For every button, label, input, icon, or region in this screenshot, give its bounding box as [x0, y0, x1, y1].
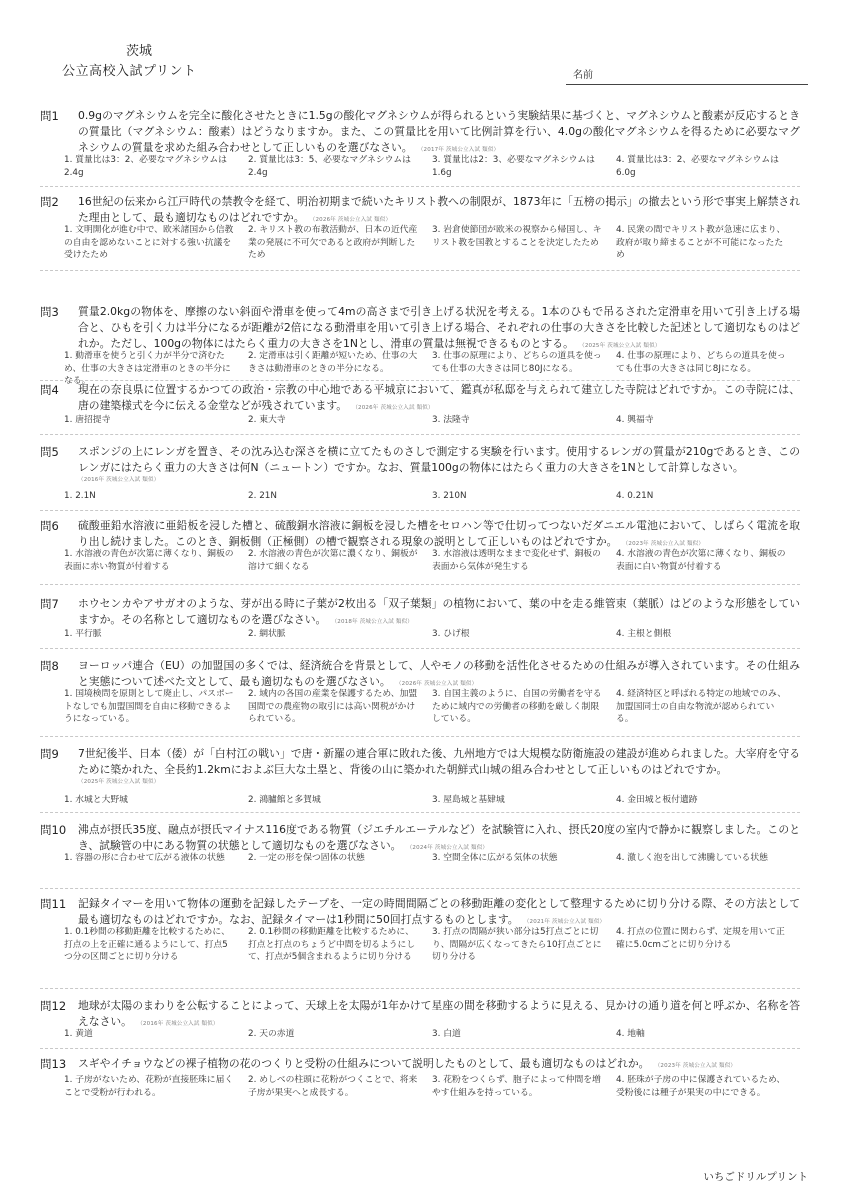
option-4[interactable]: 4. 打点の位置に関わらず、定規を用いて正確に5.0cmごとに切り分ける	[616, 927, 785, 950]
question-number: 問10	[40, 823, 67, 837]
option-3[interactable]: 3. 屋島城と基肄城	[432, 795, 505, 805]
option-4[interactable]: 4. 金田城と板付遺跡	[616, 795, 698, 805]
option-2[interactable]: 2. 水溶液の青色が次第に濃くなり、銅板が溶けて細くなる	[248, 549, 418, 572]
option-3[interactable]: 3. 水溶液は透明なままで変化せず、銅板の表面から気体が発生する	[432, 549, 601, 572]
option-1[interactable]: 1. 唐招提寺	[64, 415, 111, 425]
question-body: 沸点が摂氏35度、融点が摂氏マイナス116度である物質（ジエチルエーテルなど）を試験管に入れ、摂氏20度の室内で静かに観察しました。このとき、試験管の中にある物質の状態として適切なものを選びなさい。	[78, 823, 800, 852]
option-3[interactable]: 3. 打点の間隔が狭い部分は5打点ごとに切り、間隔が広くなってきたら10打点ごとに切り分ける	[432, 927, 602, 962]
question-text	[78, 304, 800, 354]
source-note: （2025年 茨城公立入試 類似）	[78, 779, 160, 785]
question-body: 硫酸亜鉛水溶液に亜鉛板を浸した槽と、硫酸銅水溶液に銅板を浸した槽をセロハン等で仕切ってつないだダニエル電池において、しばらく電流を取り出し続けました。このとき、銅板側（正極側）の槽で観察される現象の説明として正しいものはどれですか。	[78, 519, 800, 548]
divider	[40, 736, 800, 737]
divider	[40, 584, 800, 585]
source-note: （2016年 茨城公立入試 類似）	[78, 477, 160, 483]
question-number: 問7	[40, 597, 59, 611]
option-1[interactable]: 1. 水城と大野城	[64, 795, 128, 805]
options-row	[64, 1028, 800, 1041]
options-row	[64, 852, 800, 865]
question-body: 16世紀の伝来から江戸時代の禁教令を経て、明治初期まで続いたキリスト教への制限が、1873年に「五榜の掲示」の撤去という形で事実上解禁された理由として、最も適切なものはどれですか。	[78, 195, 800, 224]
question-number: 問2	[40, 195, 59, 209]
option-4[interactable]: 4. 激しく泡を出して沸騰している状態	[616, 853, 768, 863]
option-2[interactable]: 2. 0.1秒間の移動距離を比較するために、打点と打点のちょうど中間を切るようにして、打点が5個含まれるように切り分ける	[248, 927, 416, 962]
question-text	[78, 1056, 800, 1074]
page-title: 公立高校入試プリント	[62, 64, 197, 79]
question-number: 問3	[40, 305, 59, 319]
question-body: 0.9gのマグネシウムを完全に酸化させたときに1.5gの酸化マグネシウムが得られるという実験結果に基づくと、マグネシウムと酸素が反応するときの質量比（マグネシウム：酸素）はどうなりますか。また、この質量比を用いて比例計算を行い、4.0gの酸化マグネシウムを得るために必要なマグネシウムの質量を求めた組み合わせとして正しいものを選びなさい。	[78, 109, 800, 154]
question-body: 記録タイマーを用いて物体の運動を記録したテープを、一定の時間間隔ごとの移動距離の変化として整理するために切り分ける際、その方法として最も適切なものはどれですか。なお、記録タイマーは1秒間に50回打点するものとします。	[78, 897, 800, 926]
option-2[interactable]: 2. 東大寺	[248, 415, 286, 425]
option-4[interactable]: 4. 経済特区と呼ばれる特定の地域でのみ、加盟国同士の自由な物流が認められている。	[616, 689, 787, 724]
divider	[40, 186, 800, 187]
question-text	[78, 746, 800, 787]
question-text	[78, 896, 800, 930]
source-note: （2025年 茨城公立入試 類似）	[581, 343, 661, 349]
question-text	[78, 998, 800, 1032]
option-2[interactable]: 2. 域内の各国の産業を保護するため、加盟国間での農産物の取引には高い関税がかけられている。	[248, 689, 418, 724]
option-4[interactable]: 4. 胚珠が子房の中に保護されているため、受粉後には種子が果実の中にできる。	[616, 1075, 786, 1098]
divider	[40, 510, 800, 511]
option-3[interactable]: 3. 白道	[432, 1029, 461, 1039]
source-note: （2018年 茨城公立入試 類似）	[334, 619, 413, 625]
option-2[interactable]: 2. 鴻臚館と多賀城	[248, 795, 321, 805]
options-row	[64, 628, 800, 641]
option-4[interactable]: 4. 興福寺	[616, 415, 654, 425]
question-text	[78, 518, 800, 552]
divider	[40, 434, 800, 435]
question-number: 問12	[40, 999, 67, 1013]
option-4[interactable]: 4. 質量比は3：2、必要なマグネシウムは6.0g	[616, 155, 779, 178]
option-3[interactable]: 3. ひげ根	[432, 629, 470, 639]
option-2[interactable]: 2. めしべの柱頭に花粉がつくことで、将来子房が果実へと成長する。	[248, 1075, 418, 1098]
option-3[interactable]: 3. 法隆寺	[432, 415, 470, 425]
option-4[interactable]: 4. 水溶液の青色が次第に薄くなり、銅板の表面に白い物質が付着する	[616, 549, 786, 572]
option-1[interactable]: 1. 平行脈	[64, 629, 102, 639]
question-body: ホウセンカやアサガオのような、芽が出る時に子葉が2枚出る「双子葉類」の植物において、葉の中を走る維管束（葉脈）はどのような形態をしていますか。その名称として適切なものを選びなさい。	[78, 597, 800, 626]
option-2[interactable]: 2. 一定の形を保つ固体の状態	[248, 853, 365, 863]
option-4[interactable]: 4. 主根と側根	[616, 629, 672, 639]
option-2[interactable]: 2. キリスト教の布教活動が、日本の近代産業の発展に不可欠であると政府が判断したため	[248, 225, 418, 260]
divider	[40, 888, 800, 889]
option-3[interactable]: 3. 花粉をつくらず、胞子によって仲間を増やす仕組みを持っている。	[432, 1075, 601, 1098]
option-2[interactable]: 2. 網状脈	[248, 629, 286, 639]
option-2[interactable]: 2. 質量比は3：5、必要なマグネシウムは2.4g	[248, 155, 411, 178]
page-header	[0, 0, 848, 100]
option-1[interactable]: 1. 黄道	[64, 1029, 93, 1039]
question-text	[78, 194, 800, 228]
options-row	[64, 224, 800, 262]
source-note: （2026年 茨城公立入試 類似）	[355, 405, 434, 411]
options-row	[64, 794, 800, 807]
question-number: 問5	[40, 445, 59, 459]
option-1[interactable]: 1. 国境検問を原則として廃止し、パスポートなしでも加盟国間を自由に移動できるようになっている。	[64, 689, 234, 724]
options-row	[64, 1074, 800, 1099]
option-4[interactable]: 4. 民衆の間でキリスト教が急速に広まり、政府が取り締まることが不可能になったため	[616, 225, 786, 260]
options-row	[64, 490, 800, 503]
question-text	[78, 444, 800, 485]
question-text	[78, 822, 800, 856]
question-body: 地球が太陽のまわりを公転することによって、天球上を太陽が1年かけて星座の間を移動するように見える、見かけの通り道を何と呼ぶか、名称を答えなさい。	[78, 999, 800, 1028]
option-4[interactable]: 4. 0.21N	[616, 491, 654, 501]
question-text	[78, 382, 800, 416]
name-field-line[interactable]	[566, 84, 808, 85]
source-note: （2017年 茨城公立入試 類似）	[420, 147, 500, 153]
question-number: 問4	[40, 383, 59, 397]
option-4[interactable]: 4. 仕事の原理により、どちらの道具を使っても仕事の大きさは同じ8Jになる。	[616, 351, 786, 374]
options-row	[64, 926, 800, 964]
question-body: 7世紀後半、日本（倭）が「白村江の戦い」で唐・新羅の連合軍に敗れた後、九州地方では大規模な防衛施設の建設が進められました。大宰府を守るために築かれた、全長約1.2kmにおよぶ巨大な土塁と、背後の山に築かれた朝鮮式山城の組み合わせとして正しいものはどれですか。	[78, 747, 800, 776]
option-1[interactable]: 1. 動滑車を使うと引く力が半分で済むため、仕事の大きさは定滑車のときの半分になる。	[64, 351, 231, 386]
options-row	[64, 548, 800, 573]
divider	[40, 1048, 800, 1049]
question-body: スポンジの上にレンガを置き、その沈み込む深さを横に立てたものさしで測定する実験を行います。使用するレンガの質量が210gであるとき、このレンガにはたらく重力の大きさは何N（ニュートン）ですか。なお、質量100gの物体にはたらく重力の大きさを1Nとして計算しなさい。	[78, 445, 800, 474]
source-note: （2026年 茨城公立入試 類似）	[398, 681, 478, 687]
question-number: 問1	[40, 109, 59, 123]
question-number: 問13	[40, 1057, 67, 1071]
option-1[interactable]: 1. 文明開化が進む中で、欧米諸国から信教の自由を認めないことに対する強い抗議を受けたため	[64, 225, 234, 260]
divider	[40, 380, 800, 381]
name-label: 名前	[573, 70, 593, 81]
option-1[interactable]: 1. 容器の形に合わせて広がる液体の状態	[64, 853, 225, 863]
divider	[40, 648, 800, 649]
option-1[interactable]: 1. 質量比は3：2、必要なマグネシウムは2.4g	[64, 155, 227, 178]
question-text	[78, 596, 800, 630]
source-note: （2023年 茨城公立入試 類似）	[625, 541, 705, 547]
source-note: （2016年 茨城公立入試 類似）	[139, 1021, 219, 1027]
divider	[40, 988, 800, 989]
question-body: 質量2.0kgの物体を、摩擦のない斜面や滑車を使って4mの高さまで引き上げる状況を考える。1本のひもで吊るされた定滑車を用いて引き上げる場合と、ひもを引く力は半分になるが距離が2倍になる動滑車を用いて引き上げる場合、それぞれの仕事の大きさを比較した記述として適切なものはどれか。ただし、100gの物体にはたらく重力の大きさを1Nとし、滑車の質量は無視できるものとする。	[78, 305, 800, 350]
option-2[interactable]: 2. 定滑車は引く距離が短いため、仕事の大きさは動滑車のときの半分になる。	[248, 351, 418, 374]
question-body: スギやイチョウなどの裸子植物の花のつくりと受粉の仕組みについて説明したものとして、最も適切なものはどれか。	[78, 1057, 650, 1070]
option-3[interactable]: 3. 空間全体に広がる気体の状態	[432, 853, 558, 863]
option-2[interactable]: 2. 21N	[248, 491, 277, 501]
options-row	[64, 688, 800, 726]
question-body: ヨーロッパ連合（EU）の加盟国の多くでは、経済統合を背景として、人やモノの移動を活性化させるための仕組みが導入されています。その仕組みと実態について述べた文として、最も適切なものを選びなさい。	[78, 659, 800, 688]
source-note: （2023年 茨城公立入試 類似）	[657, 1063, 737, 1069]
option-4[interactable]: 4. 地軸	[616, 1029, 645, 1039]
question-number: 問6	[40, 519, 59, 533]
question-number: 問8	[40, 659, 59, 673]
option-3[interactable]: 3. 210N	[432, 491, 467, 501]
option-3[interactable]: 3. 質量比は2：3、必要なマグネシウムは1.6g	[432, 155, 595, 178]
source-note: （2021年 茨城公立入試 類似）	[526, 919, 606, 925]
option-1[interactable]: 1. 0.1秒間の移動距離を比較するために、打点の上を正確に通るようにして、打点5つ分の区間ごとに切り分ける	[64, 927, 230, 962]
divider	[40, 812, 800, 813]
divider	[40, 270, 800, 271]
footer-brand: いちごドリルプリント	[703, 1171, 808, 1183]
option-3[interactable]: 3. 仕事の原理により、どちらの道具を使っても仕事の大きさは同じ80Jになる。	[432, 351, 602, 374]
option-1[interactable]: 1. 2.1N	[64, 491, 96, 501]
option-1[interactable]: 1. 水溶液の青色が次第に薄くなり、銅板の表面に赤い物質が付着する	[64, 549, 234, 572]
option-1[interactable]: 1. 子房がないため、花粉が直接胚珠に届くことで受粉が行われる。	[64, 1075, 234, 1098]
options-row	[64, 414, 800, 427]
question-body: 現在の奈良県に位置するかつての政治・宗教の中心地である平城京において、鑑真が私邸を与えられて建立した寺院はどれですか。この寺院には、唐の建築様式を今に伝える金堂などが残されています。	[78, 383, 800, 412]
option-3[interactable]: 3. 岩倉使節団が欧米の視察から帰国し、キリスト教を国教とすることを決定したため	[432, 225, 602, 248]
option-3[interactable]: 3. 自国主義のように、自国の労働者を守るために域内での労働者の移動を厳しく制限している。	[432, 689, 602, 724]
question-number: 問11	[40, 897, 67, 911]
source-note: （2024年 茨城公立入試 類似）	[409, 845, 489, 851]
prefecture-label: 茨城	[126, 44, 153, 59]
option-2[interactable]: 2. 天の赤道	[248, 1029, 295, 1039]
options-row	[64, 154, 800, 179]
question-text	[78, 108, 800, 158]
question-number: 問9	[40, 747, 59, 761]
question-text	[78, 658, 800, 692]
source-note: （2026年 茨城公立入試 類似）	[312, 217, 392, 223]
